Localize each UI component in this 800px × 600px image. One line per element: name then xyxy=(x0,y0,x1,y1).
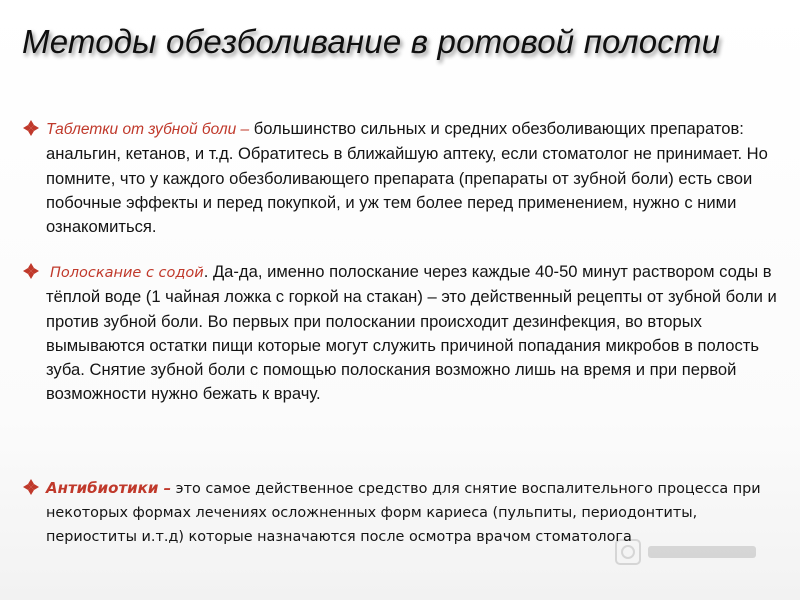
bullet-text xyxy=(46,260,782,407)
watermark-icon xyxy=(612,532,762,572)
diamond-bullet-icon xyxy=(22,262,40,280)
bullet-body: это самое действенное средство для снятие воспалительного процесса при некоторых формах лечениях осложненных форм кариеса (пульпиты, периодонтиты, периоститы и.т.д) которые назначаются после осмотра врачом стоматолога xyxy=(46,481,761,545)
bullet-body: . Да-да, именно полоскание через каждые 40-50 минут раствором соды в тёплой воде (1 чайная ложка с горкой на стакан) – это действенный рецепты от зубной боли и против зубной боли. Во первых при полоскании происходит дезинфекция, во вторых вымываются остатки пищи которые могут служить причиной попадания микробов в полость зуба. Снятие зубной боли с помощью полоскания возможно лишь на время и при первой возможности нужно бежать к врачу. xyxy=(46,262,777,404)
diamond-bullet-icon xyxy=(22,478,40,496)
bullet-item-pain-pills xyxy=(22,117,782,239)
bullet-lead: Полоскание с содой xyxy=(50,265,204,281)
bullet-lead: Антибиотики – xyxy=(46,479,172,497)
bullet-item-soda-rinse xyxy=(22,260,782,407)
bullet-body: большинство сильных и средних обезболивающих препаратов: анальгин, кетанов, и т.д. Обратитесь в ближайшую аптеку, если стоматолог не принимает. Но помните, что у каждого обезболивающего препарата (препараты от зубной боли) есть свои побочные эффекты и перед покупкой, и уж тем более перед применением, нужно с ними ознакомиться. xyxy=(46,119,768,237)
bullet-lead: Таблетки от зубной боли – xyxy=(46,121,250,138)
diamond-bullet-icon xyxy=(22,119,40,137)
bullet-text xyxy=(46,117,782,239)
slide-title: Методы обезболивание в ротовой полости xyxy=(22,23,721,60)
